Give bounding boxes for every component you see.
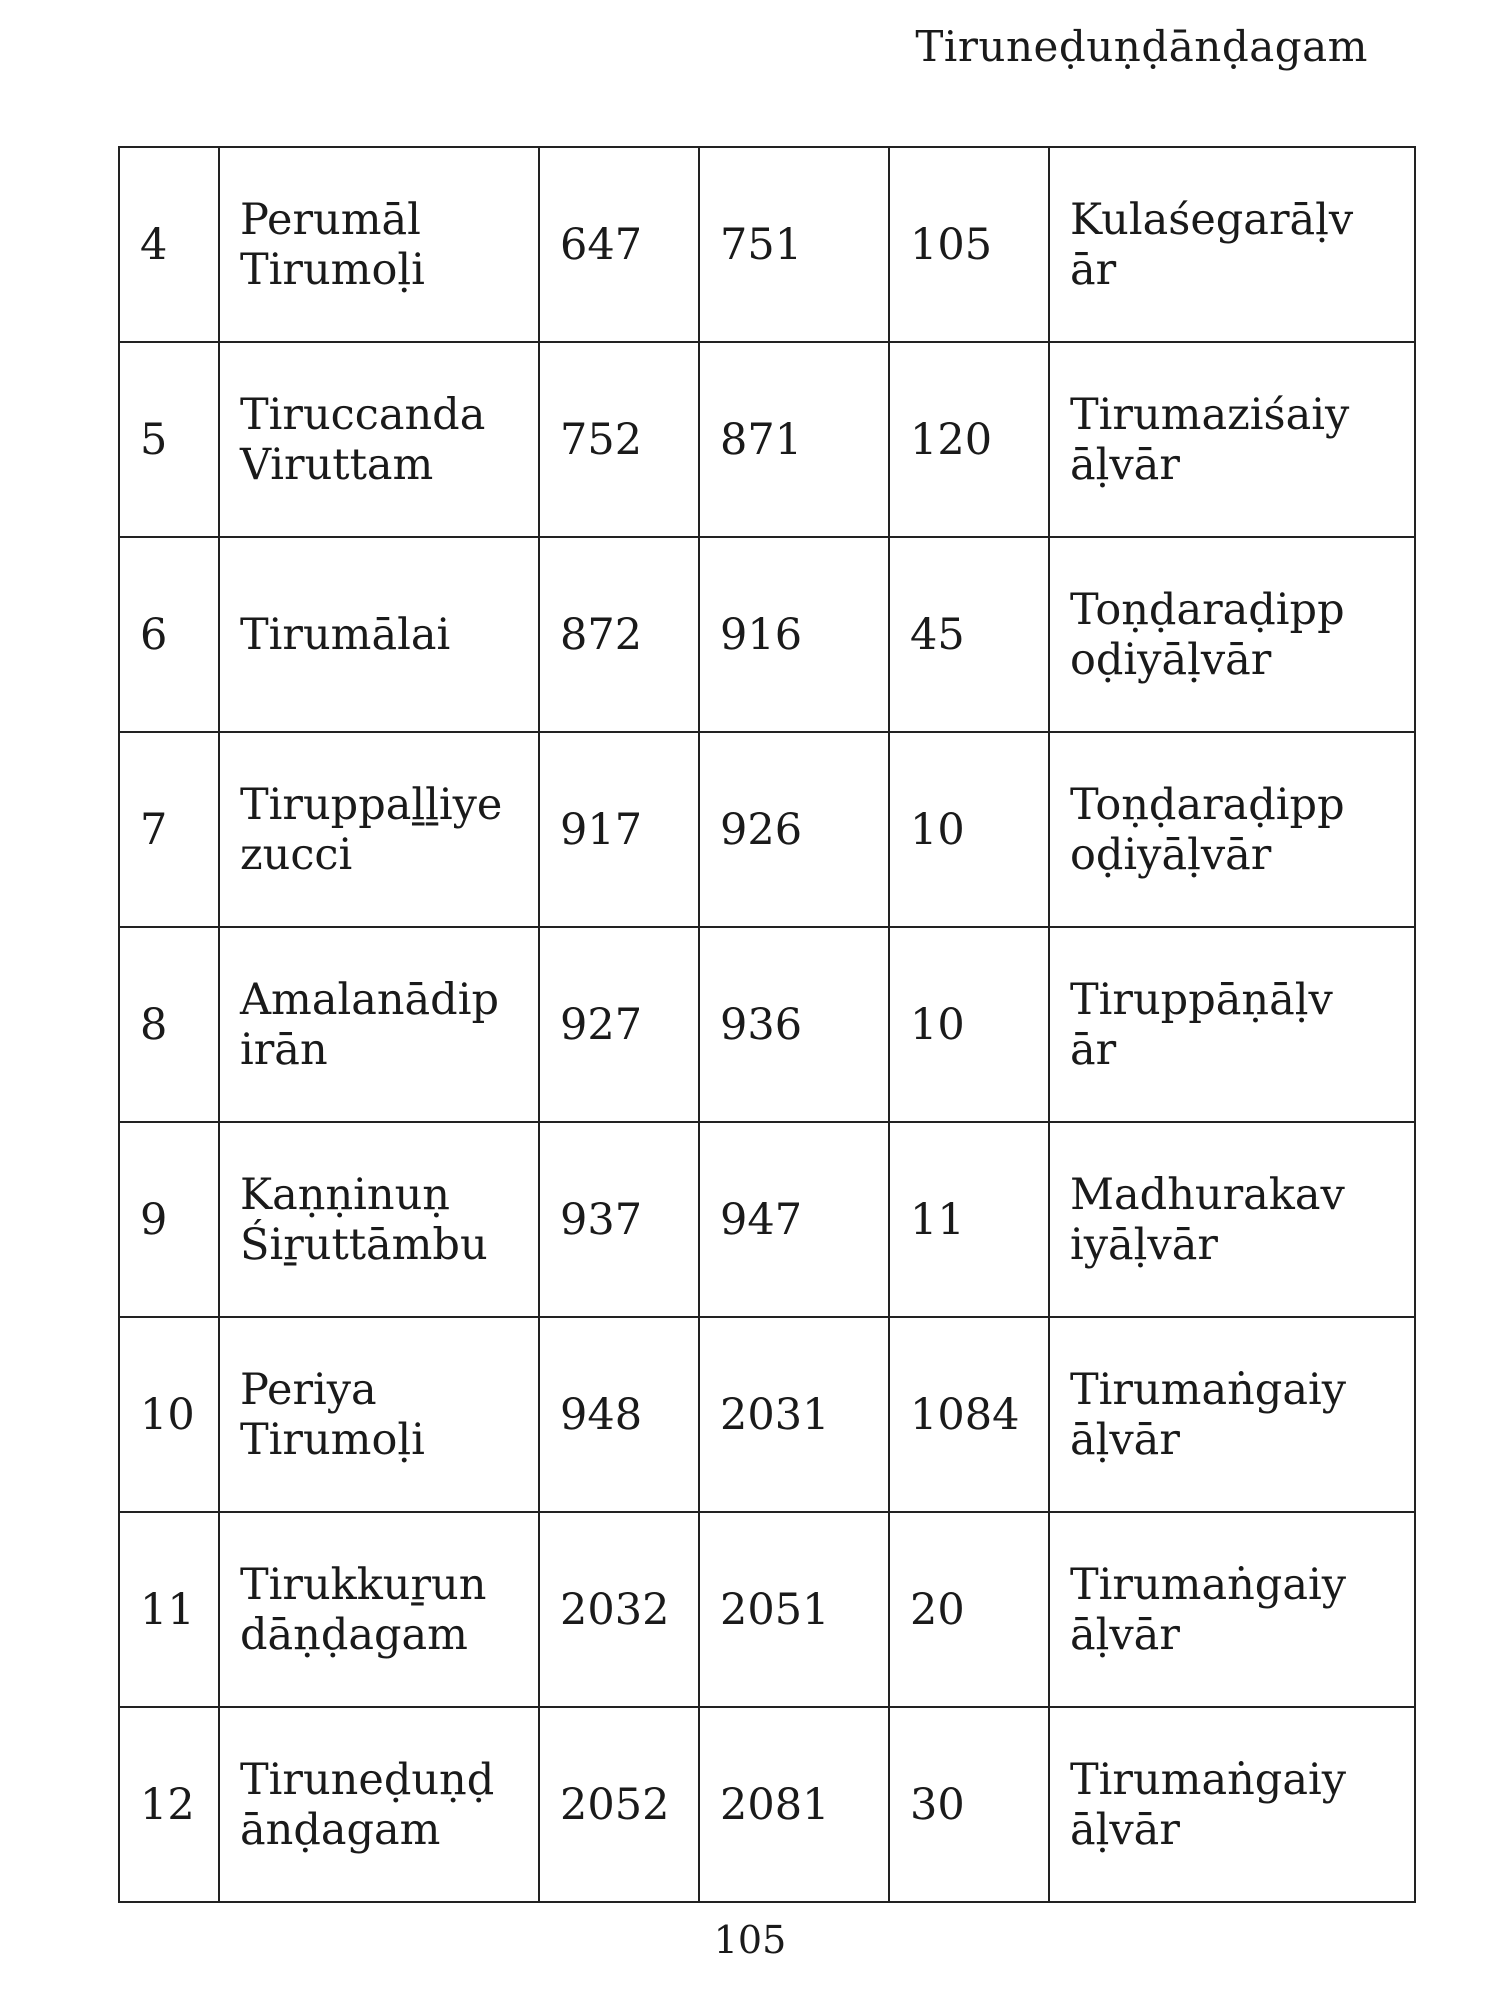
verse-count: 10 xyxy=(889,927,1049,1122)
table-row xyxy=(119,1317,1415,1512)
work-title: Periya Tirumoḷi xyxy=(219,1317,539,1512)
work-title: Perumāl Tirumoḷi xyxy=(219,147,539,342)
row-number: 7 xyxy=(119,732,219,927)
verse-count: 30 xyxy=(889,1707,1049,1902)
table-row xyxy=(119,927,1415,1122)
works-table xyxy=(118,146,1416,1903)
work-title: Tirukkuṟun dāṇḍagam xyxy=(219,1512,539,1707)
page-number: 105 xyxy=(713,1918,787,1962)
work-title: Tirumālai xyxy=(219,537,539,732)
row-number: 12 xyxy=(119,1707,219,1902)
row-number: 11 xyxy=(119,1512,219,1707)
author: Tirumaṅgaiy āḷvār xyxy=(1049,1707,1415,1902)
author: Toṇḍaraḍipp oḍiyāḷvār xyxy=(1049,732,1415,927)
end-verse: 947 xyxy=(699,1122,889,1317)
verse-count: 120 xyxy=(889,342,1049,537)
table-row xyxy=(119,342,1415,537)
row-number: 4 xyxy=(119,147,219,342)
table-row xyxy=(119,1122,1415,1317)
end-verse: 751 xyxy=(699,147,889,342)
row-number: 8 xyxy=(119,927,219,1122)
work-title: Tiruneḍuṇḍ ānḍagam xyxy=(219,1707,539,1902)
end-verse: 2031 xyxy=(699,1317,889,1512)
start-verse: 2052 xyxy=(539,1707,699,1902)
start-verse: 948 xyxy=(539,1317,699,1512)
row-number: 6 xyxy=(119,537,219,732)
start-verse: 2032 xyxy=(539,1512,699,1707)
author: Tirumaziśaiy āḷvār xyxy=(1049,342,1415,537)
end-verse: 2081 xyxy=(699,1707,889,1902)
start-verse: 917 xyxy=(539,732,699,927)
author: Kulaśegarāḷv ār xyxy=(1049,147,1415,342)
start-verse: 872 xyxy=(539,537,699,732)
row-number: 9 xyxy=(119,1122,219,1317)
end-verse: 871 xyxy=(699,342,889,537)
verse-count: 11 xyxy=(889,1122,1049,1317)
end-verse: 916 xyxy=(699,537,889,732)
table-row xyxy=(119,537,1415,732)
author: Toṇḍaraḍipp oḍiyāḷvār xyxy=(1049,537,1415,732)
verse-count: 1084 xyxy=(889,1317,1049,1512)
author: Tirumaṅgaiy āḷvār xyxy=(1049,1317,1415,1512)
row-number: 10 xyxy=(119,1317,219,1512)
running-header: Tiruneḍuṇḍānḍagam xyxy=(915,22,1368,71)
end-verse: 936 xyxy=(699,927,889,1122)
table-row xyxy=(119,147,1415,342)
start-verse: 647 xyxy=(539,147,699,342)
start-verse: 937 xyxy=(539,1122,699,1317)
work-title: Tiruccanda Viruttam xyxy=(219,342,539,537)
author: Madhurakav iyāḷvār xyxy=(1049,1122,1415,1317)
row-number: 5 xyxy=(119,342,219,537)
verse-count: 105 xyxy=(889,147,1049,342)
verse-count: 45 xyxy=(889,537,1049,732)
start-verse: 927 xyxy=(539,927,699,1122)
end-verse: 926 xyxy=(699,732,889,927)
table-row xyxy=(119,1707,1415,1902)
verse-count: 20 xyxy=(889,1512,1049,1707)
end-verse: 2051 xyxy=(699,1512,889,1707)
start-verse: 752 xyxy=(539,342,699,537)
author: Tirumaṅgaiy āḷvār xyxy=(1049,1512,1415,1707)
table-row xyxy=(119,1512,1415,1707)
author: Tiruppāṇāḷv ār xyxy=(1049,927,1415,1122)
work-title: Kaṇṇinuṇ Śiṟuttāmbu xyxy=(219,1122,539,1317)
table-row xyxy=(119,732,1415,927)
work-title: Amalanādip irān xyxy=(219,927,539,1122)
work-title: Tiruppaḻḻiye zucci xyxy=(219,732,539,927)
verse-count: 10 xyxy=(889,732,1049,927)
